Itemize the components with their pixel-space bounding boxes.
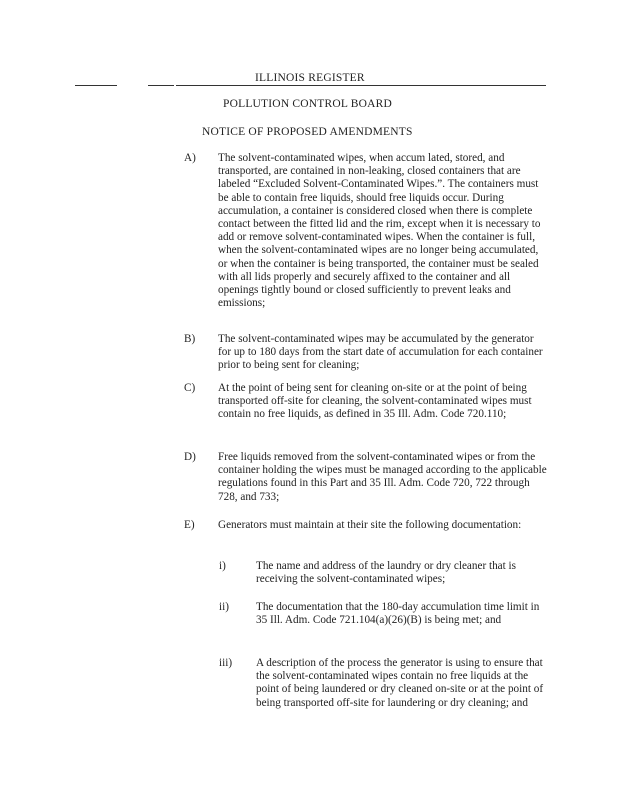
item-c-label: C) — [184, 382, 196, 394]
subitem-iii-text: A description of the process the generator is using to ensure that the solvent-contaminated wipes contain no free liquids at the point of being laundered or dry cleaned on-site or at the point of being transported off-site for laundering or dry cleaning; and — [256, 657, 544, 709]
register-title: ILLINOIS REGISTER — [255, 72, 365, 84]
subitem-i-text: The name and address of the laundry or dry cleaner that is receiving the solvent-contaminated wipes; — [256, 560, 517, 586]
item-a-text: The solvent-contaminated wipes, when accum lated, stored, and transported, are contained in non-leaking, closed containers that are labeled “Excluded Solvent-Contaminated Wipes.”. The containers must be able to contain free liquids, should free liquids occur. During accumulation, a container is considered closed when there is complete contact between the fitted lid and the rim, except when it is necessary to add or remove solvent-contaminated wipes. When the container is full, when the solvent-contaminated wipes are no longer being accumulated, or when the container is being transported, the container must be sealed with all lids properly and securely affixed to the container and all openings tightly bound or closed sufficiently to prevent leaks and emissions; — [218, 152, 541, 310]
subitem-ii-text: The documentation that the 180-day accumulation time limit in 35 Ill. Adm. Code 721.104(a)(26)(B) is being met; and — [256, 601, 540, 627]
item-a-label: A) — [184, 152, 196, 164]
board-title: POLLUTION CONTROL BOARD — [223, 98, 393, 110]
subitem-iii-label: iii) — [219, 657, 233, 669]
item-e-label: E) — [184, 519, 195, 531]
item-c-text: At the point of being sent for cleaning on-site or at the point of being transported off-site for cleaning, the solvent-contaminated wipes must contain no free liquids, as defined in 35 Ill. Adm. Code 720.110; — [218, 382, 532, 421]
subitem-ii-label: ii) — [219, 601, 229, 613]
header-rule-left — [75, 85, 117, 86]
item-e-text: Generators must maintain at their site the following documentation: — [218, 519, 522, 531]
notice-title: NOTICE OF PROPOSED AMENDMENTS — [202, 126, 413, 138]
item-d-text: Free liquids removed from the solvent-contaminated wipes or from the container holding the wipes must be managed according to the applicable regulations found in this Part and 35 Ill. Adm. Code 720, 722 through 728, and 733; — [218, 451, 547, 503]
subitem-i-label: i) — [219, 560, 226, 572]
header-rule — [176, 85, 546, 86]
item-b-text: The solvent-contaminated wipes may be accumulated by the generator for up to 180 days from the start date of accumulation for each container prior to being sent for cleaning; — [218, 333, 543, 372]
item-d-label: D) — [184, 451, 196, 463]
header-rule-left-short — [148, 85, 174, 86]
item-b-label: B) — [184, 333, 196, 345]
